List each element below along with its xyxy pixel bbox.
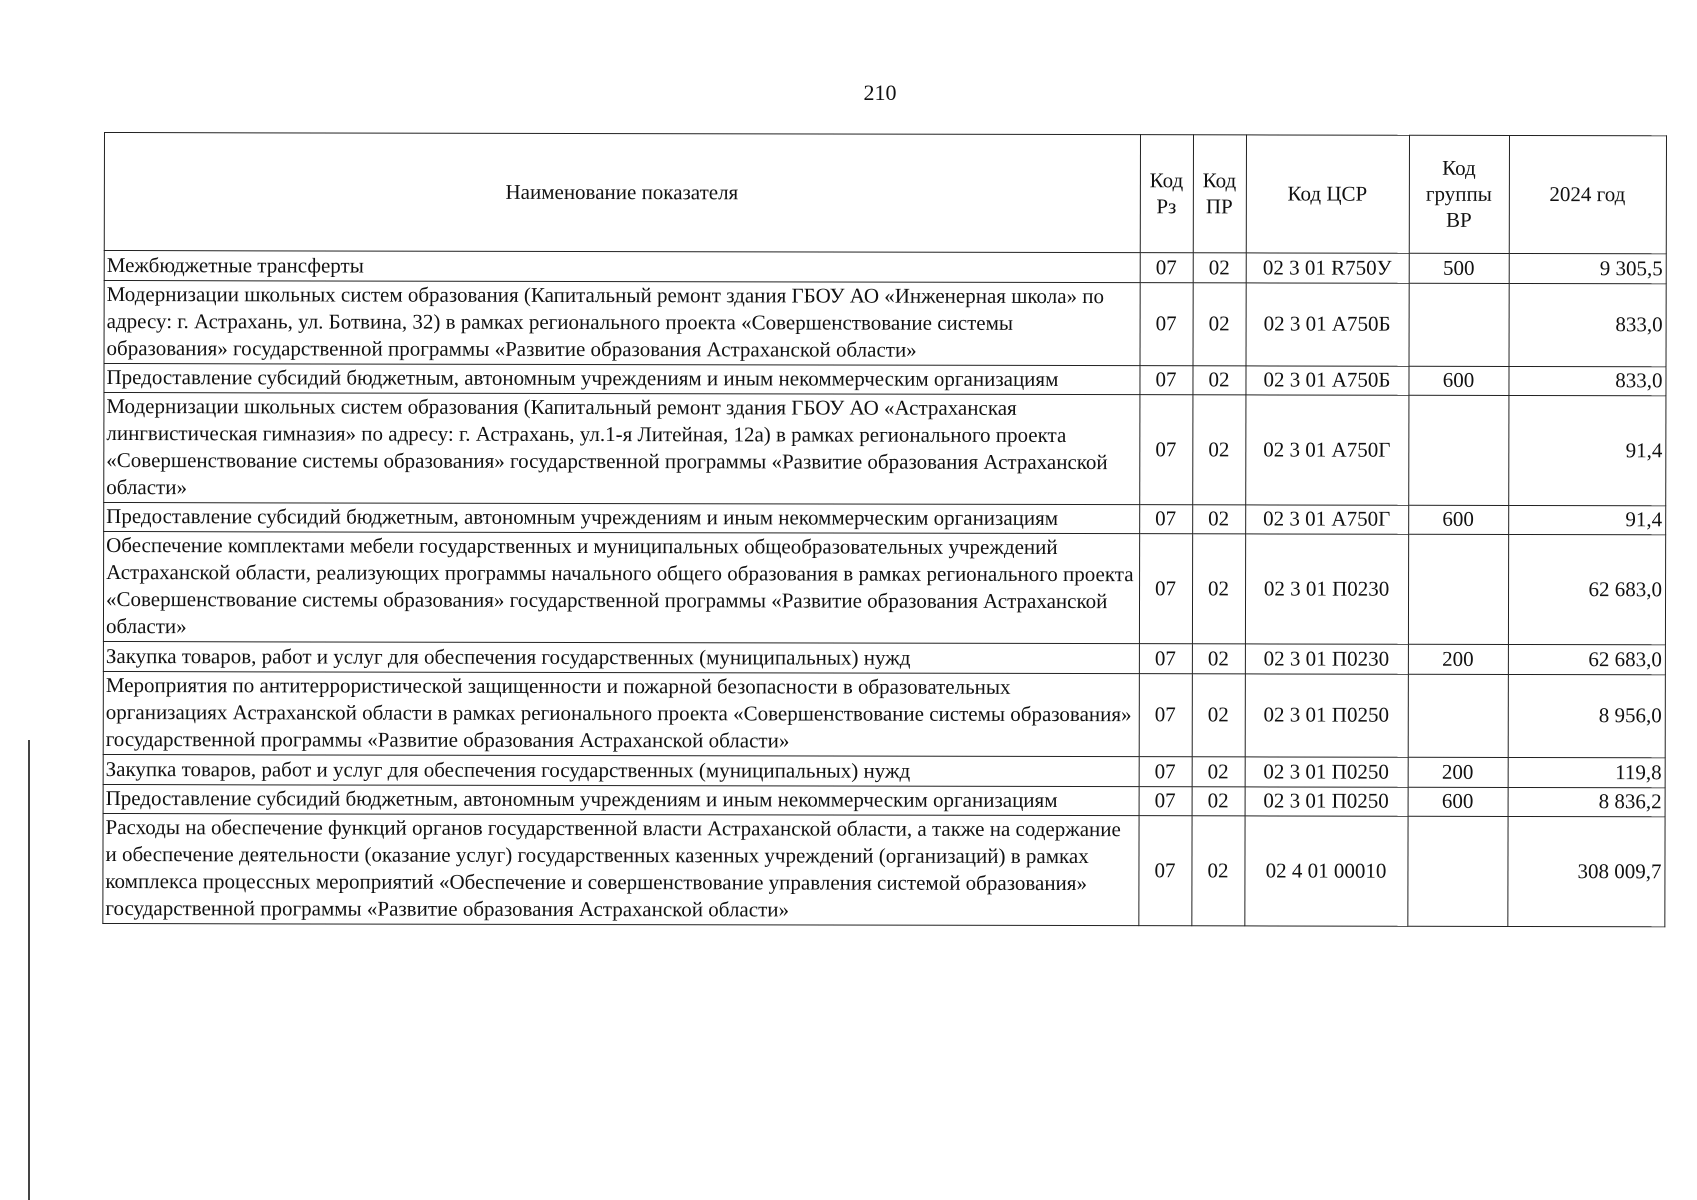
- header-year: 2024 год: [1509, 135, 1666, 253]
- row-vr: 600: [1409, 366, 1509, 395]
- row-csr: 02 3 01 А750Г: [1246, 395, 1409, 505]
- scan-margin-line: [28, 740, 30, 1200]
- row-csr: 02 3 01 А750Б: [1246, 283, 1409, 366]
- table-row: [104, 393, 1666, 506]
- table-row: [103, 671, 1665, 757]
- row-rz: 07: [1139, 674, 1192, 757]
- page-number: 210: [863, 80, 897, 105]
- row-name: Закупка товаров, работ и услуг для обеспечения государственных (муниципальных) нужд: [103, 641, 1139, 673]
- row-pr: 02: [1193, 283, 1246, 366]
- row-amount: 308 009,7: [1508, 816, 1665, 926]
- row-pr: 02: [1193, 366, 1246, 395]
- header-pr: Код ПР: [1193, 135, 1246, 253]
- budget-table: [102, 132, 1667, 927]
- table-row: [103, 813, 1665, 926]
- row-amount: 62 683,0: [1508, 644, 1665, 674]
- row-vr: [1408, 674, 1508, 757]
- row-rz: 07: [1140, 253, 1193, 283]
- row-rz: 07: [1140, 283, 1193, 366]
- row-rz: 07: [1140, 395, 1193, 505]
- row-pr: 02: [1193, 253, 1246, 283]
- table-row: [104, 364, 1666, 396]
- row-vr: [1408, 816, 1508, 926]
- row-amount: 9 305,5: [1509, 253, 1666, 283]
- row-name: Межбюджетные трансферты: [104, 251, 1140, 283]
- row-amount: 833,0: [1509, 283, 1666, 366]
- row-pr: 02: [1192, 534, 1245, 644]
- row-pr: 02: [1192, 644, 1245, 674]
- row-name: Расходы на обеспечение функций органов государственной власти Астраханской области, а также на содержание и обеспечение деятельности (оказание услуг) государственных казенных учреждений (организаций) в рамках комплекса процессных мероприятий «Обеспечение и совершенствование управления системой образования» государственной программы «Развитие образования Астраханской области»: [103, 813, 1139, 925]
- row-vr: 600: [1408, 787, 1508, 816]
- table-row: [104, 503, 1666, 535]
- row-vr: [1408, 534, 1508, 644]
- row-amount: 8 836,2: [1508, 787, 1665, 816]
- row-pr: 02: [1192, 787, 1245, 816]
- row-pr: 02: [1193, 505, 1246, 534]
- row-rz: 07: [1139, 787, 1192, 816]
- row-vr: 600: [1409, 505, 1509, 534]
- row-amount: 8 956,0: [1508, 674, 1665, 757]
- row-rz: 07: [1139, 534, 1192, 644]
- table-row: [104, 251, 1666, 284]
- row-amount: 119,8: [1508, 757, 1665, 787]
- header-rz: Код Рз: [1140, 135, 1193, 253]
- row-amount: 91,4: [1509, 395, 1666, 505]
- row-rz: 07: [1140, 505, 1193, 534]
- row-csr: 02 3 01 А750Г: [1246, 505, 1409, 534]
- row-rz: 07: [1139, 816, 1192, 926]
- header-csr: Код ЦСР: [1246, 135, 1409, 253]
- row-vr: 200: [1408, 757, 1508, 787]
- row-csr: 02 3 01 А750Б: [1246, 366, 1409, 395]
- row-name: Предоставление субсидий бюджетным, автономным учреждениям и иным некоммерческим организациям: [104, 364, 1140, 395]
- row-vr: 200: [1408, 644, 1508, 674]
- table-row: [103, 784, 1665, 816]
- row-name: Мероприятия по антитеррористической защищенности и пожарной безопасности в образовательных организациях Астраханской области в рамках регионального проекта «Совершенствование системы образования» государственной программы «Развитие образования Астраханской области»: [103, 671, 1139, 756]
- row-name: Модернизации школьных систем образования (Капитальный ремонт здания ГБОУ АО «Астраханская лингвистическая гимназия» по адресу: г. Астрахань, ул.1-я Литейная, 12а) в рамках регионального проекта «Совершенствование системы образования» государственной программы «Развитие образования Астраханской области»: [104, 393, 1140, 505]
- table-row: [103, 532, 1665, 645]
- row-name: Модернизации школьных систем образования (Капитальный ремонт здания ГБОУ АО «Инженерная школа» по адресу: г. Астрахань, ул. Ботвина, 32) в рамках регионального проекта «Совершенствование системы образования» государственной программы «Развитие образования Астраханской области»: [104, 281, 1140, 366]
- row-csr: 02 3 01 П0250: [1245, 757, 1408, 787]
- table-row: [103, 641, 1665, 674]
- row-csr: 02 3 01 П0230: [1245, 534, 1408, 644]
- row-name: Предоставление субсидий бюджетным, автономным учреждениям и иным некоммерческим организациям: [103, 784, 1139, 815]
- table-row: [103, 754, 1665, 787]
- row-rz: 07: [1139, 644, 1192, 674]
- row-csr: 02 3 01 П0230: [1245, 644, 1408, 674]
- row-amount: 91,4: [1509, 505, 1666, 534]
- row-csr: 02 3 01 R750У: [1246, 253, 1409, 283]
- table-row: [104, 281, 1666, 367]
- row-amount: 833,0: [1509, 366, 1666, 395]
- header-vr: Код группы ВР: [1409, 135, 1509, 253]
- row-rz: 07: [1140, 366, 1193, 395]
- row-name: Обеспечение комплектами мебели государственных и муниципальных общеобразовательных учреждений Астраханской области, реализующих программы начального общего образования в рамках регионального проекта «Совершенствование системы образования» государственной программы «Развитие образования Астраханской области»: [103, 532, 1139, 644]
- header-name: Наименование показателя: [104, 133, 1140, 253]
- row-pr: 02: [1192, 757, 1245, 787]
- row-csr: 02 4 01 00010: [1245, 816, 1408, 926]
- row-amount: 62 683,0: [1508, 534, 1665, 644]
- row-rz: 07: [1139, 757, 1192, 787]
- row-name: Предоставление субсидий бюджетным, автономным учреждениям и иным некоммерческим организациям: [104, 503, 1140, 534]
- row-pr: 02: [1193, 395, 1246, 505]
- row-vr: 500: [1409, 253, 1509, 283]
- table-header-row: [104, 133, 1666, 254]
- row-pr: 02: [1192, 816, 1245, 926]
- row-csr: 02 3 01 П0250: [1245, 787, 1408, 816]
- row-vr: [1409, 395, 1509, 505]
- row-pr: 02: [1192, 674, 1245, 757]
- row-name: Закупка товаров, работ и услуг для обеспечения государственных (муниципальных) нужд: [103, 754, 1139, 786]
- row-csr: 02 3 01 П0250: [1245, 674, 1408, 757]
- row-vr: [1409, 283, 1509, 366]
